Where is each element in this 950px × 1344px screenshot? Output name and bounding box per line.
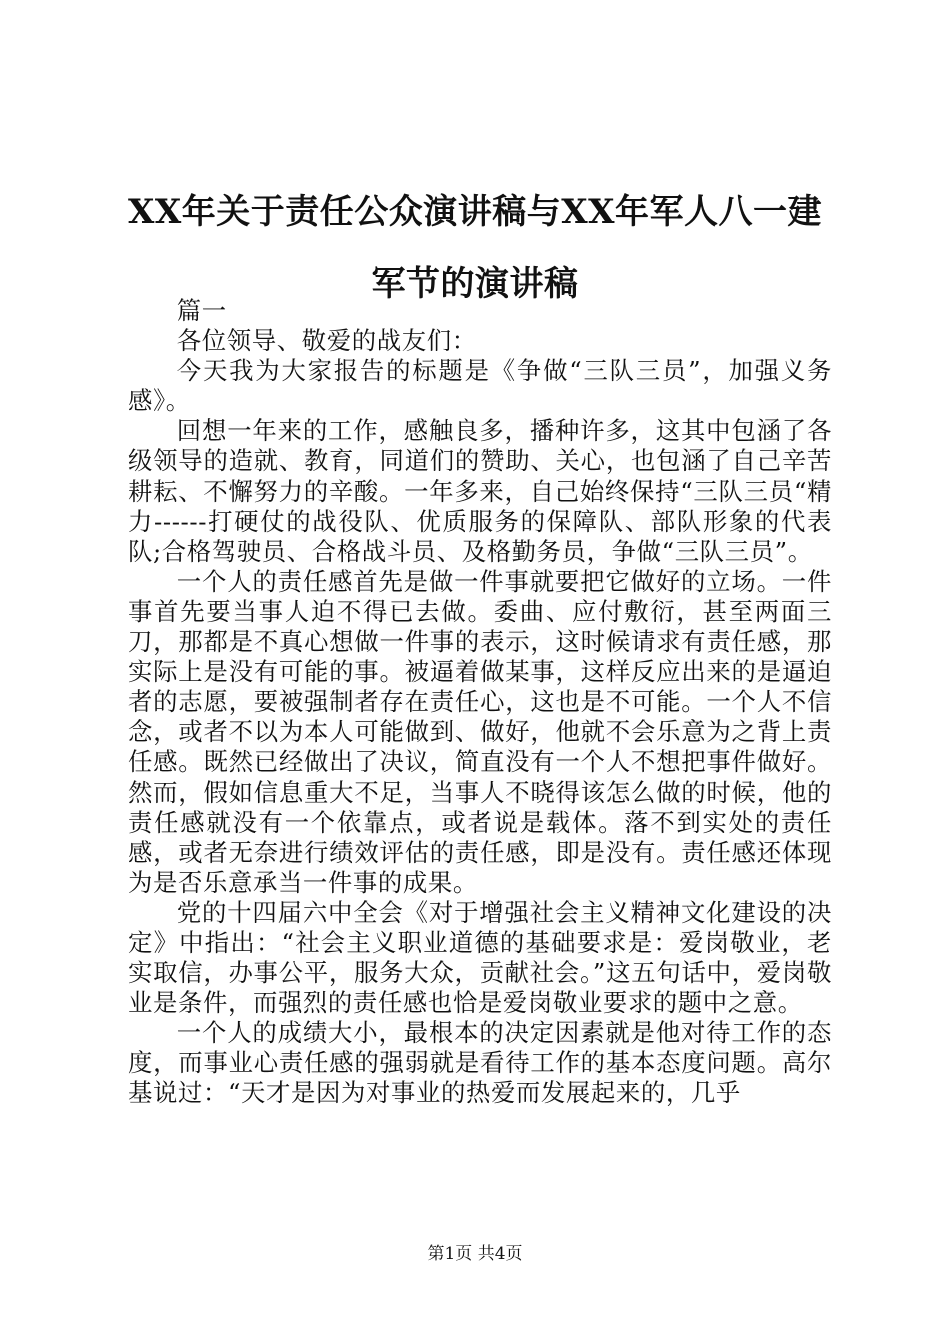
- page-footer: [0, 1242, 950, 1266]
- title-line-1: XX年关于责任公众演讲稿与XX年军人八一建: [127, 192, 823, 232]
- section-heading: 篇一: [176, 296, 227, 325]
- body-paragraph: 今天我为大家报告的标题是《争做“三队三员”，加强义务感》。: [128, 356, 832, 416]
- document-body: [128, 296, 832, 1109]
- body-paragraph: 回想一年来的工作，感触良多，播种许多，这其中包涵了各级领导的造就、教育，同道们的赞助、关心，也包涵了自己辛苦耕耘、不懈努力的辛酸。一年多来，自己始终保持“三队三员“精力------打硬仗的战役队、优质服务的保障队、部队形象的代表队;合格驾驶员、合格战斗员、及格勤务员，争做“三队三员”。: [128, 416, 832, 566]
- body-paragraph: 一个人的责任感首先是做一件事就要把它做好的立场。一件事首先要当事人迫不得已去做。委曲、应付敷衍，甚至两面三刀，那都是不真心想做一件事的表示，这时候请求有责任感，那实际上是没有可能的事。被逼着做某事，这样反应出来的是逼迫者的志愿，要被强制者存在责任心，这也是不可能。一个人不信念，或者不以为本人可能做到、做好，他就不会乐意为之背上责任感。既然已经做出了决议，简直没有一个人不想把事件做好。然而，假如信息重大不足，当事人不晓得该怎么做的时候，他的责任感就没有一个依靠点，或者说是载体。落不到实处的责任感，或者无奈进行绩效评估的责任感，即是没有。责任感还体现为是否乐意承当一件事的成果。: [128, 566, 832, 897]
- body-paragraph: 一个人的成绩大小，最根本的决定因素就是他对待工作的态度，而事业心责任感的强弱就是看待工作的基本态度问题。高尔基说过：“天才是因为对事业的热爱而发展起来的，几乎: [128, 1018, 832, 1108]
- salutation: 各位领导、敬爱的战友们：: [176, 326, 477, 356]
- body-paragraph: 党的十四届六中全会《对于增强社会主义精神文化建设的决定》中指出：“社会主义职业道德的基础要求是：爱岗敬业，老实取信，办事公平，服务大众，贡献社会。”这五句话中，爱岗敬业是条件，而强烈的责任感也恰是爱岗敬业要求的题中之意。: [128, 897, 832, 1018]
- page-indicator: 第1页 共4页: [427, 1244, 523, 1264]
- title-line-2: 军节的演讲稿: [371, 264, 579, 304]
